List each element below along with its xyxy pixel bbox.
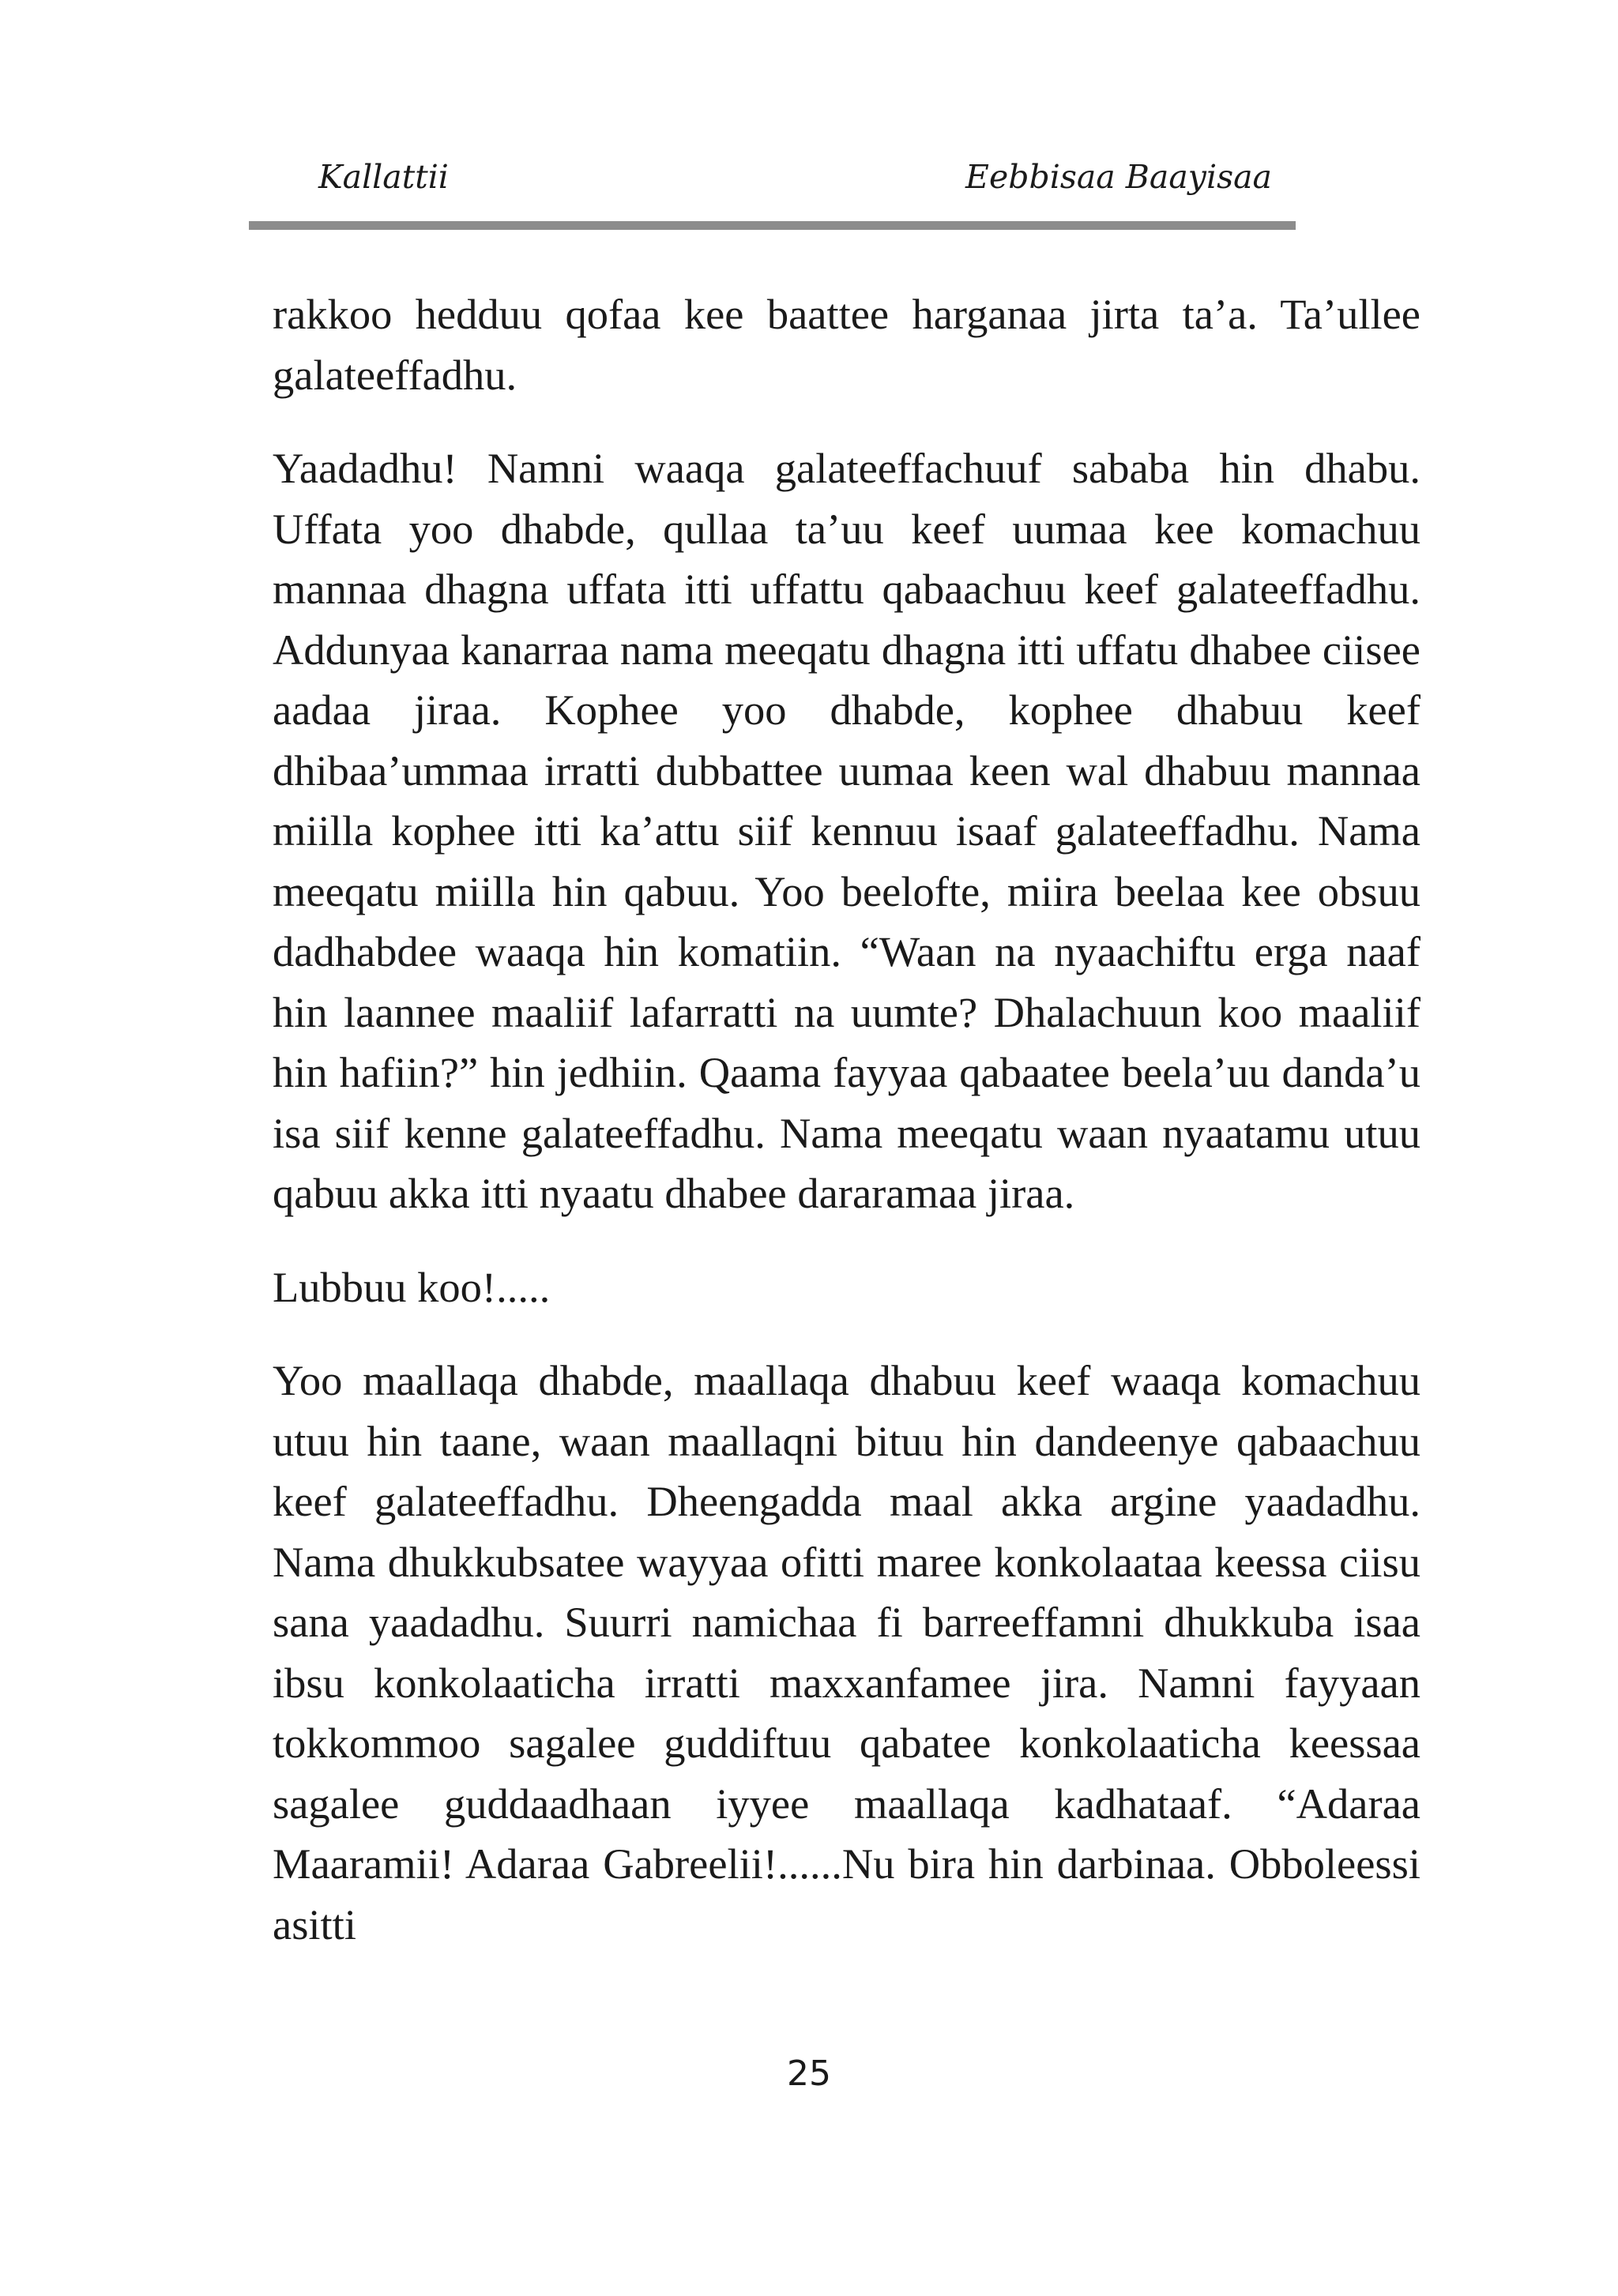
body-text — [273, 284, 1420, 1955]
paragraph: Yaadadhu! Namni waaqa galateeffachuuf sababa hin dhabu. Uffata yoo dhabde, qullaa ta’uu keef uumaa kee komachuu mannaa dhagna uffata itti uffattu qabaachuu keef galateeffadhu. Addunyaa kanarraa nama meeqatu dhagna itti uffatu dhabee ciisee aadaa jiraa. Kophee yoo dhabde, kophee dhabuu keef dhibaa’ummaa irratti dubbattee uumaa keen wal dhabuu mannaa miilla kophee itti ka’attu siif kennuu isaaf galateeffadhu. Nama meeqatu miilla hin qabuu. Yoo beelofte, miira beelaa kee obsuu dadhabdee waaqa hin komatiin. “Waan na nyaachiftu erga naaf hin laannee maaliif lafarratti na uumte? Dhalachuun koo maaliif hin hafiin?” hin jedhiin. Qaama fayyaa qabaatee beela’uu danda’u isa siif kenne galateeffadhu. Nama meeqatu waan nyaatamu utuu qabuu akka itti nyaatu dhabee dararamaa jiraa. — [273, 444, 1420, 1217]
header-rule — [249, 221, 1296, 230]
paragraph: rakkoo hedduu qofaa kee baattee harganaa jirta ta’a. Ta’ullee galateeffadhu. — [273, 290, 1420, 399]
page-number: 25 — [787, 2054, 831, 2094]
paragraph: Lubbuu koo!..... — [273, 1262, 551, 1311]
header-author: Eebbisaa Baayisaa — [965, 158, 1272, 196]
running-header — [249, 156, 1296, 207]
paragraph: Yoo maallaqa dhabde, maallaqa dhabuu keef waaqa komachuu utuu hin taane, waan maallaqni bituu hin dandeenye qabaachuu keef galateeffadhu. Dheengadda maal akka argine yaadadhu. Nama dhukkubsatee wayyaa ofitti maree konkolaataa keessa ciisu sana yaadadhu. Suurri namichaa fi barreeffamni dhukkuba isaa ibsu konkolaaticha irratti maxxanfamee jira. Namni fayyaan tokkommoo sagalee guddiftuu qabatee konkolaaticha keessaa sagalee guddaadhaan iyyee maallaqa kadhataaf. “Adaraa Maaramii! Adaraa Gabreelii!......Nu bira hin darbinaa. Obboleessi asitti — [273, 1356, 1420, 1948]
header-book-title: Kallattii — [318, 158, 449, 196]
